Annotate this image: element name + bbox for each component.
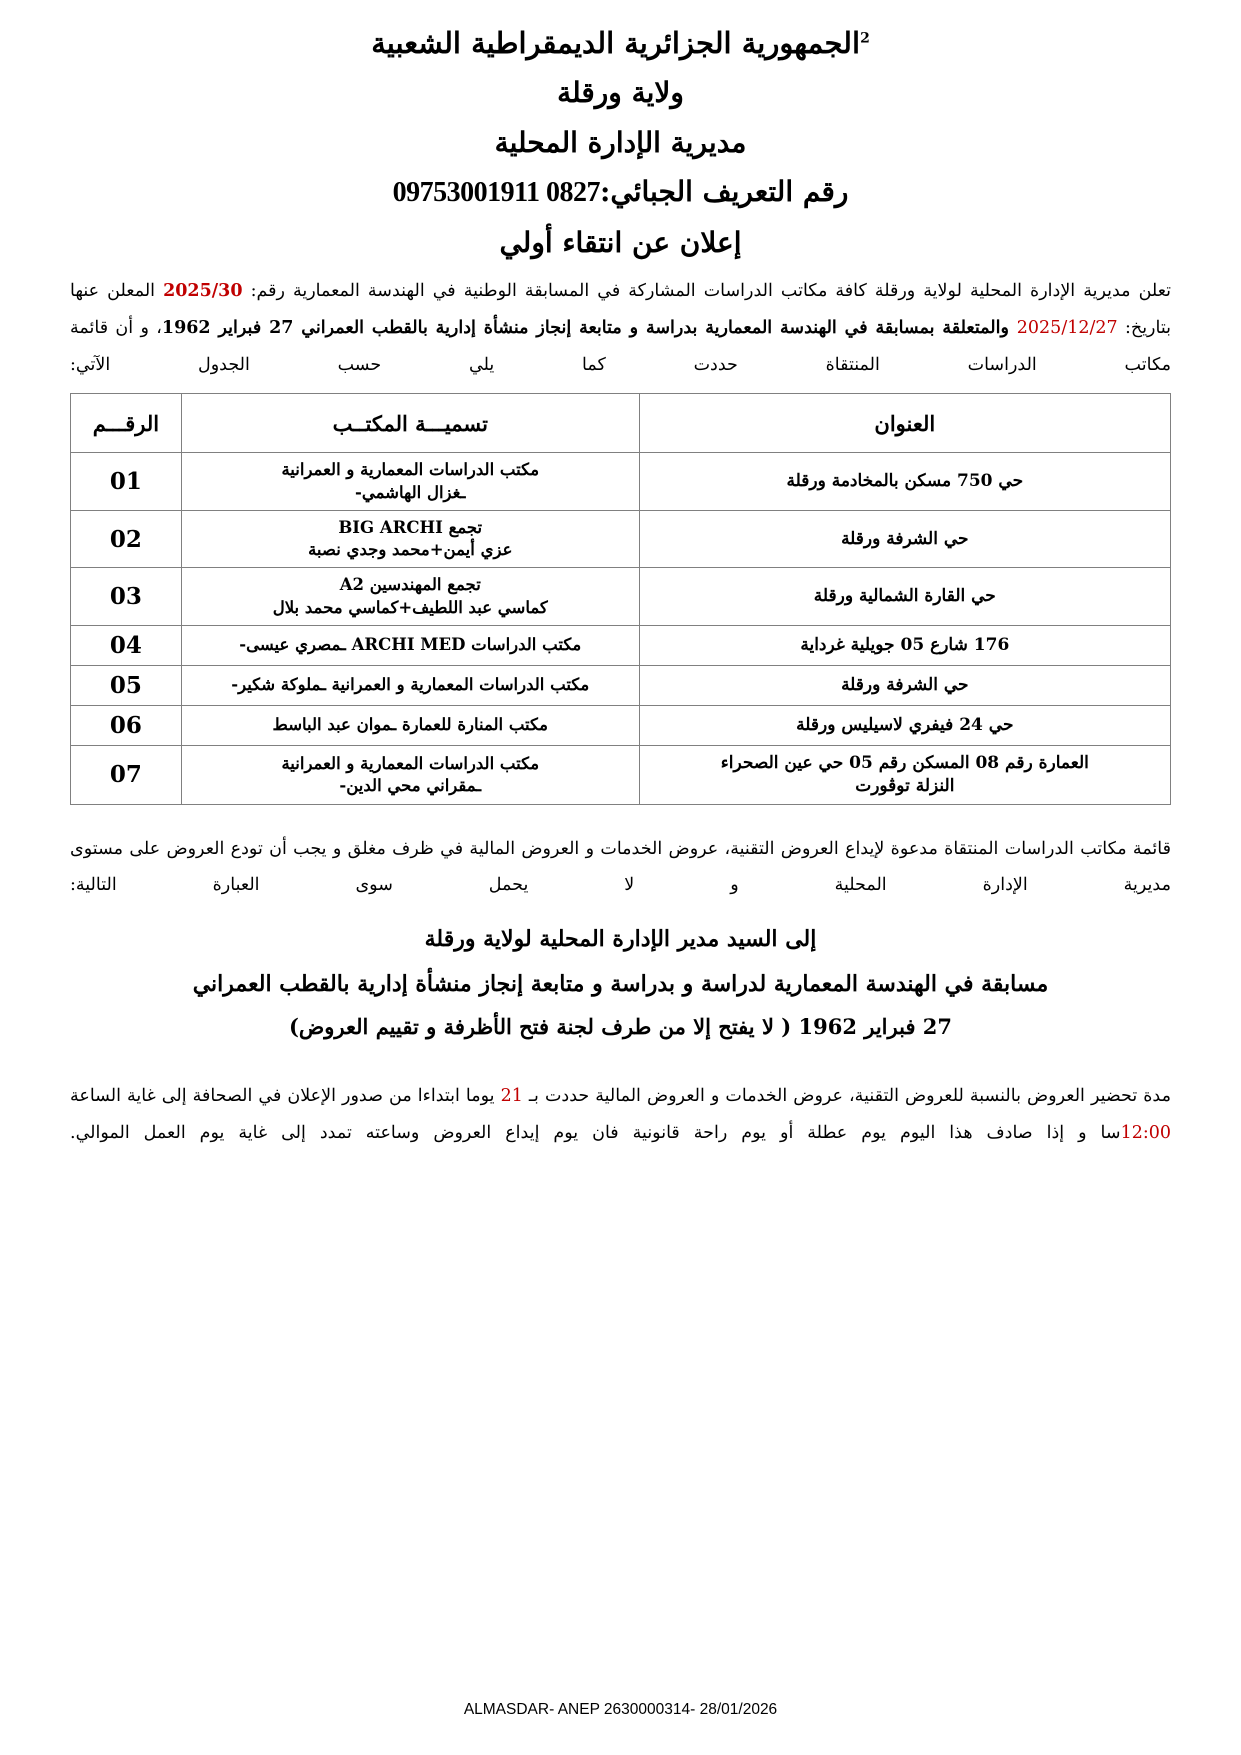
table-row xyxy=(71,705,1171,745)
address-line-1: 176 شارع 05 جويلية غرداية xyxy=(800,634,1010,655)
cell-number: 05 xyxy=(71,665,182,705)
cell-number: 02 xyxy=(71,510,182,568)
office-name-line-1: مكتب الدراسات ARCHI MED ـمصري عيسى- xyxy=(239,635,582,655)
cell-address xyxy=(639,665,1170,705)
intro-text-bold-part: والمتعلقة بمسابقة في الهندسة المعمارية بدراسة و متابعة إنجاز منشأة إدارية بالقطب العمراني 27 فبراير 1962 xyxy=(161,317,1017,338)
selected-offices-table xyxy=(70,393,1171,804)
cell-office-name xyxy=(181,453,639,511)
cell-office-name xyxy=(181,665,639,705)
wilaya-title: ولاية ورقلة xyxy=(557,76,684,110)
table-row xyxy=(71,453,1171,511)
deadline-closing-time: 12:00 xyxy=(1120,1122,1171,1143)
intro-text-part4: ، و أن قائمة مكاتب الدراسات المنتقاة حددت كما يلي حسب الجدول الآتي: xyxy=(70,317,1171,375)
announcement-date: 2025/12/27 xyxy=(1016,317,1118,338)
cell-office-name xyxy=(181,510,639,568)
cell-address xyxy=(639,453,1170,511)
directorate-title: مديرية الإدارة المحلية xyxy=(494,125,747,159)
intro-text-part2: المعلن عنها بتاريخ: xyxy=(70,281,1171,338)
deadline-paragraph xyxy=(70,1078,1171,1152)
address-line-1: حي الشرفة ورقلة xyxy=(841,674,969,695)
office-name-line-1: مكتب الدراسات المعمارية و العمرانية ـملوكة شكير- xyxy=(231,675,590,695)
office-name-line-1: تجمع BIG ARCHI xyxy=(338,517,483,537)
cell-office-name xyxy=(181,745,639,804)
table-header-row xyxy=(71,394,1171,453)
republic-title-text: الجمهورية الجزائرية الديمقراطية الشعبية xyxy=(371,26,861,60)
tax-identification-line xyxy=(70,177,1171,207)
office-name-line-2: ـغزال الهاشمي- xyxy=(355,482,466,502)
table-row xyxy=(71,568,1171,626)
competition-reference-number: 2025/30 xyxy=(163,281,243,301)
cell-address xyxy=(639,745,1170,804)
announcement-title: إعلان عن انتقاء أولي xyxy=(499,225,742,259)
republic-title xyxy=(70,28,1171,58)
cell-number: 01 xyxy=(71,453,182,511)
table-head xyxy=(71,394,1171,453)
office-name-line-1: مكتب الدراسات المعمارية و العمرانية xyxy=(281,753,540,773)
address-line-1: حي 750 مسكن بالمخادمة ورقلة xyxy=(786,471,1024,492)
envelope-restriction-line: 27 فبراير 1962 ( لا يفتح إلا من طرف لجنة فتح الأظرفة و تقييم العروض) xyxy=(288,1014,953,1040)
table-row xyxy=(71,625,1171,665)
cell-address xyxy=(639,510,1170,568)
envelope-addressee-line: إلى السيد مدير الإدارة المحلية لولاية ورقلة xyxy=(424,926,817,953)
deadline-text-part2: يوما ابتداءا من صدور الإعلان في الصحافة إلى غاية الساعة xyxy=(70,1085,501,1106)
cell-number: 07 xyxy=(71,745,182,804)
tax-id-value: 09753001911 0827 xyxy=(392,177,601,209)
office-name-line-2: ـمقراني محي الدين- xyxy=(339,775,482,795)
office-name-line-2: كماسي عبد اللطيف+كماسي محمد بلال xyxy=(272,597,548,617)
submission-instructions-line-2: تودع العروض على مستوى مديرية الإدارة المحلية و لا يحمل سوى العبارة التالية: xyxy=(70,838,1171,896)
document-footer: ALMASDAR- ANEP 2630000314- 28/01/2026 xyxy=(463,1701,778,1718)
table-row xyxy=(71,510,1171,568)
address-line-1: العمارة رقم 08 المسكن رقم 05 حي عين الصحراء xyxy=(720,752,1089,773)
office-name-line-1: مكتب المنارة للعمارة ـموان عبد الباسط xyxy=(272,715,548,735)
intro-text-part1: تعلن مديرية الإدارة المحلية لولاية ورقلة كافة مكاتب الدراسات المشاركة في المسابقة الوطنية في الهندسة المعمارية رقم: xyxy=(242,281,1172,301)
office-name-line-2: عزي أيمن+محمد وجدي نصبة xyxy=(308,540,513,560)
cell-number: 06 xyxy=(71,705,182,745)
column-header-number: الرقـــم xyxy=(71,394,182,453)
column-header-address: العنوان xyxy=(639,394,1170,453)
intro-paragraph xyxy=(70,273,1171,383)
table-body xyxy=(71,453,1171,804)
column-header-office-name: تسميـــة المكتــب xyxy=(181,394,639,453)
cell-office-name xyxy=(181,705,639,745)
cell-number: 03 xyxy=(71,568,182,626)
envelope-wording-block xyxy=(70,920,1171,1046)
document-header xyxy=(70,28,1171,257)
submission-instructions-paragraph xyxy=(70,831,1171,905)
submission-instructions-line-1: قائمة مكاتب الدراسات المنتقاة مدعوة لإيداع العروض التقنية، عروض الخدمات و العروض المالية في ظرف مغلق و يجب أن xyxy=(269,838,1171,859)
table-row xyxy=(71,745,1171,804)
office-name-line-1: مكتب الدراسات المعمارية و العمرانية xyxy=(281,460,540,480)
cell-address xyxy=(639,705,1170,745)
deadline-days-count: 21 xyxy=(500,1085,523,1106)
address-line-1: حي الشرفة ورقلة xyxy=(841,528,969,549)
deadline-text-part3: سا و إذا صادف هذا اليوم يوم عطلة أو يوم راحة قانونية فان يوم إيداع العروض وساعته تمدد إلى غاية يوم العمل الموالي. xyxy=(70,1122,1121,1143)
office-name-line-1: تجمع المهندسين A2 xyxy=(339,575,481,595)
address-line-2: النزلة توڨورت xyxy=(855,775,955,796)
cell-address xyxy=(639,625,1170,665)
deadline-text-part1: مدة تحضير العروض بالنسبة للعروض التقنية، عروض الخدمات و العروض المالية حددت بـ xyxy=(522,1085,1171,1106)
header-superscript-marker: 2 xyxy=(860,30,870,47)
envelope-subject-line: مسابقة في الهندسة المعمارية لدراسة و بدراسة و متابعة إنجاز منشأة إدارية بالقطب العمراني xyxy=(192,970,1049,997)
address-line-1: حي القارة الشمالية ورقلة xyxy=(813,586,996,607)
table-row xyxy=(71,665,1171,705)
cell-office-name xyxy=(181,625,639,665)
cell-address xyxy=(639,568,1170,626)
cell-office-name xyxy=(181,568,639,626)
tax-id-label: رقم التعريف الجبائي: xyxy=(600,175,849,209)
cell-number: 04 xyxy=(71,625,182,665)
address-line-1: حي 24 فيفري لاسيليس ورقلة xyxy=(796,714,1014,735)
